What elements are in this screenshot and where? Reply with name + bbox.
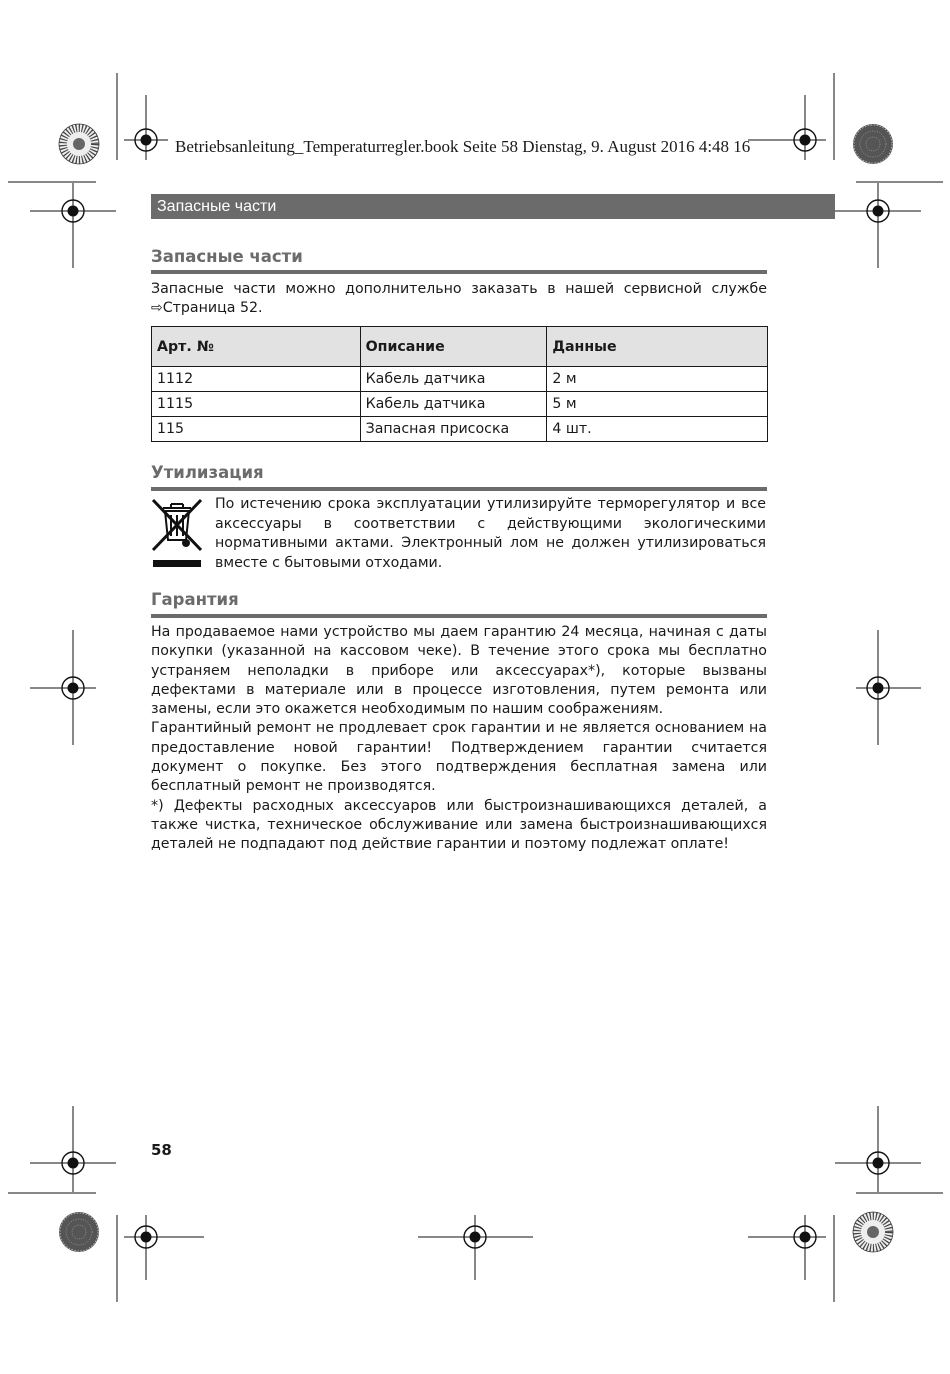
warranty-footnote: *) Дефекты расходных аксессуаров или быстроизнашивающихся деталей, а также чистка, техническое обслуживание или замена быстроизнашивающихся деталей не подпадают под действие гарантии и поэтому подлежат оплате! <box>151 797 767 853</box>
heading-rule <box>151 614 767 618</box>
table-header-row <box>152 327 768 367</box>
page-reference: Страница 52. <box>162 300 263 317</box>
table-row <box>152 417 768 442</box>
heading-rule <box>151 487 767 491</box>
disposal-text: По истечению срока эксплуатации утилизируйте терморегулятор и все аксессуары в соответствии с действующими экологическими нормативными актами. Электронный лом не должен утилизироваться вместе с бытовыми отходами. <box>215 496 766 571</box>
disposal-heading: Утилизация <box>151 463 264 482</box>
arrow-right-icon: ⇨ <box>151 300 163 317</box>
column-header-description: Описание <box>360 327 547 367</box>
book-file-header: Betriebsanleitung_Temperaturregler.book Seite 58 Dienstag, 9. August 2016 4:48 16 <box>175 137 751 156</box>
section-title-bar: Запасные части <box>151 194 835 219</box>
cell-data: 5 м <box>547 392 768 417</box>
spare-parts-heading: Запасные части <box>151 247 303 266</box>
cell-description: Кабель датчика <box>360 367 547 392</box>
crossed-out-wheelie-bin-icon <box>151 498 203 570</box>
warranty-heading: Гарантия <box>151 590 239 609</box>
column-header-data: Данные <box>547 327 768 367</box>
spare-parts-intro <box>151 280 767 319</box>
spare-parts-table <box>151 326 768 442</box>
heading-rule <box>151 270 767 274</box>
table-row <box>152 392 768 417</box>
table-row <box>152 367 768 392</box>
warranty-paragraph: На продаваемое нами устройство мы даем гарантию 24 месяца, начиная с даты покупки (указанной на кассовом чеке). В течение этого срока мы бесплатно устраняем неполадки в приборе или аксессуарах*), которые вызваны дефектами в материале или в процессе изготовления, путем ремонта или замены, если это окажется необходимым по нашим соображениям. <box>151 624 767 718</box>
cell-data: 4 шт. <box>547 417 768 442</box>
page-number: 58 <box>151 1141 172 1159</box>
column-header-article: Арт. № <box>152 327 361 367</box>
cell-article: 115 <box>152 417 361 442</box>
cell-description: Кабель датчика <box>360 392 547 417</box>
cell-data: 2 м <box>547 367 768 392</box>
cell-article: 1115 <box>152 392 361 417</box>
cell-description: Запасная присоска <box>360 417 547 442</box>
warranty-paragraph: Гарантийный ремонт не продлевает срок гарантии и не является основанием на предоставление новой гарантии! Подтверждением гарантии считается документ о покупке. Без этого подтверждения бесплатная замена или бесплатный ремонт не производятся. <box>151 720 767 795</box>
warranty-body <box>151 623 767 855</box>
cell-article: 1112 <box>152 367 361 392</box>
spare-parts-intro-text: Запасные части можно дополнительно заказать в нашей сервисной службе <box>151 281 767 297</box>
